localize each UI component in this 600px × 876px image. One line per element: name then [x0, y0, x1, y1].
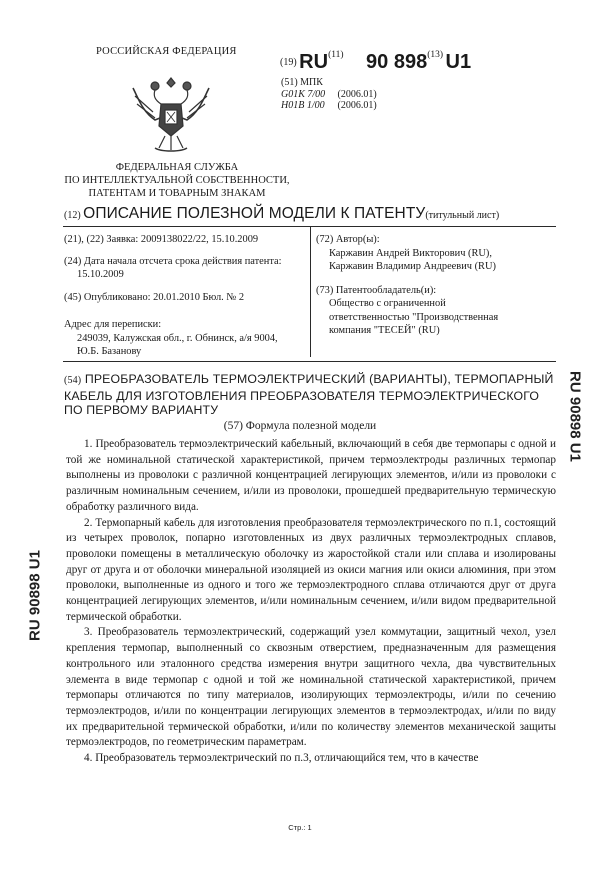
address-line: 249039, Калужская обл., г. Обнинск, а/я 9004,	[77, 332, 278, 344]
ipc-label: (51) МПК	[281, 77, 323, 88]
bibliographic-right	[316, 233, 556, 338]
address-line: Ю.Б. Базанову	[77, 346, 142, 357]
publication-info: (45) Опубликовано: 20.01.2010 Бюл. № 2	[64, 291, 245, 303]
authors-label: (72) Автор(ы):	[316, 234, 380, 245]
application-info: (21), (22) Заявка: 2009138022/22, 15.10.2009	[64, 234, 259, 245]
inid-code-13: (13)	[427, 50, 444, 60]
invention-title	[64, 372, 556, 418]
inid-code-12: (12)	[64, 210, 81, 221]
ipc-entry	[281, 89, 377, 101]
side-label-right: RU 90898 U1	[566, 371, 584, 462]
document-title-main: ОПИСАНИЕ ПОЛЕЗНОЙ МОДЕЛИ К ПАТЕНТУ	[83, 205, 426, 222]
owner-line: Общество с ограниченной	[329, 298, 446, 309]
ipc-code: H01B 1/00	[281, 100, 325, 111]
page-number: Стр.: 1	[288, 823, 312, 832]
ipc-year: (2006.01)	[337, 88, 377, 100]
side-label-left: RU 90898 U1	[26, 550, 44, 641]
claims-heading: (57) Формула полезной модели	[223, 420, 377, 432]
inid-code-54: (54)	[64, 375, 82, 386]
address-label: Адрес для переписки:	[64, 319, 162, 330]
claim-paragraph: 1. Преобразователь термоэлектрический кабельный, включающий в себя две термопары с одной и той же номинальной статической характеристикой, причем термоэлектроды различных термопар выполнены из проволоки с различной концентрацией легирующих элементов, и/или из проволоки с различным номинальным сечением, и/или из проволоки, прошедшей предварительную термическую обработку различного вида.	[66, 438, 556, 513]
claim-paragraph: 3. Преобразователь термоэлектрический, содержащий узел коммутации, защитный чехол, узел крепления термопар, выполненный со сквозным отверстием, предназначенным для размещения контрольного или эталонного средства измерения внутри защитного чехла, два чувствительных элемента в виде термопар с одной и той же номинальной статической характеристикой, причем термопары отличаются по типу материалов, изолирующих термоэлектроды, и/или по сечению термоэлектродов, и/или по концентрации легирующих элементов в термоэлектродах, и/или по виду их предварительной термической обработки, и/или по количеству элементов механической защиты термоэлектродов, по геометрическим параметрам.	[66, 626, 556, 749]
country-name: РОССИЙСКАЯ ФЕДЕРАЦИЯ	[96, 46, 237, 57]
invention-title-text: ПРЕОБРАЗОВАТЕЛЬ ТЕРМОЭЛЕКТРИЧЕСКИЙ (ВАРИАНТЫ), ТЕРМОПАРНЫЙ КАБЕЛЬ ДЛЯ ИЗГОТОВЛЕНИЯ ПРЕОБРАЗОВАТЕЛЯ ТЕРМОЭЛЕКТРИЧЕСКОГО ПО ПЕРВОМУ ВАРИАНТУ	[64, 372, 554, 417]
patent-number: 90 898	[366, 51, 428, 73]
inid-code-19: (19)	[280, 57, 297, 68]
agency-line: ПАТЕНТАМ И ТОВАРНЫМ ЗНАКАМ	[88, 188, 266, 199]
start-date-label: (24) Дата начала отсчета срока действия патента:	[64, 255, 282, 267]
divider	[63, 361, 556, 362]
document-title-suffix: (титульный лист)	[425, 210, 500, 221]
start-date: 15.10.2009	[77, 269, 124, 280]
claims-text	[66, 437, 556, 767]
author: Каржавин Владимир Андреевич (RU)	[329, 261, 496, 272]
document-title	[64, 205, 499, 223]
kind-code: U1	[445, 51, 472, 73]
patent-number-line	[280, 50, 471, 74]
ipc-entry	[281, 100, 377, 112]
owner-label: (73) Патентообладатель(и):	[316, 284, 437, 296]
coat-of-arms-emblem	[125, 66, 217, 158]
ipc-code: G01K 7/00	[281, 88, 326, 100]
column-divider	[310, 227, 311, 357]
agency-line: ПО ИНТЕЛЛЕКТУАЛЬНОЙ СОБСТВЕННОСТИ,	[64, 175, 290, 186]
claim-paragraph: 2. Термопарный кабель для изготовления преобразователя термоэлектрического по п.1, состоящий из четырех проволок, попарно изготовленных из двух различных термоэлектродных сплавов, проволоки помещены в металлическую оболочку из жаростойкой стали или сплава и изолированы друг от друга и от оболочки минеральной изоляцией из окиси магния или окиси алюминия, при этом проволоки, выполненные из одного и того же термоэлектродного сплава отличаются друг от друга концентрацией легирующих элементов, и/или номинальным сечением, и/или видом предварительной термической обработки.	[66, 516, 556, 623]
ipc-year: (2006.01)	[337, 100, 377, 111]
country-code: RU	[299, 51, 329, 73]
agency-name	[62, 161, 292, 200]
author: Каржавин Андрей Викторович (RU),	[329, 247, 492, 259]
bibliographic-left	[64, 233, 304, 359]
inid-code-11: (11)	[328, 50, 344, 60]
ipc-classification	[281, 77, 377, 112]
owner-line: ответственностью "Производственная	[329, 311, 499, 323]
owner-line: компания "ТЕСЕЙ" (RU)	[329, 325, 440, 336]
claim-paragraph: 4. Преобразователь термоэлектрический по п.3, отличающийся тем, что в качестве	[84, 752, 479, 765]
agency-line: ФЕДЕРАЛЬНАЯ СЛУЖБА	[115, 162, 239, 173]
